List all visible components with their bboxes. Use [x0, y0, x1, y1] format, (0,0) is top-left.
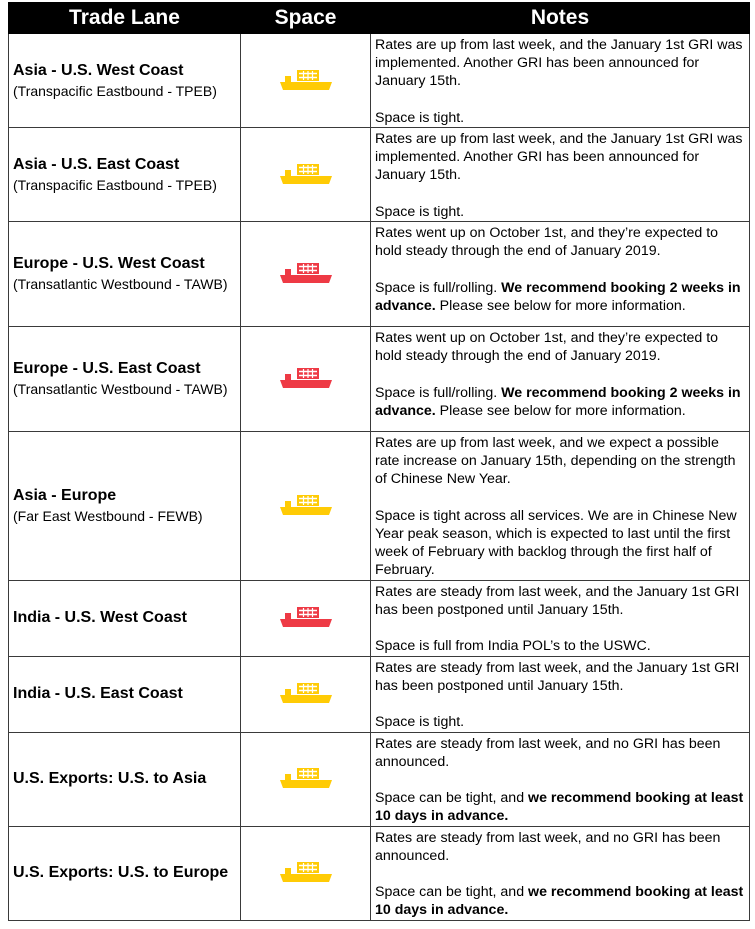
- trade-lane-cell: [9, 327, 241, 432]
- notes-cell: [371, 432, 750, 581]
- paragraph-gap: [375, 771, 745, 789]
- space-note: [375, 109, 745, 127]
- space-note: [375, 507, 745, 580]
- table-row: [9, 327, 750, 432]
- notes-cell: [371, 580, 750, 656]
- space-cell: [241, 826, 371, 920]
- notes-cell: [371, 327, 750, 432]
- trade-lane-name: Europe - U.S. East Coast: [13, 360, 201, 377]
- space-note: [375, 203, 745, 221]
- paragraph-gap: [375, 865, 745, 883]
- paragraph-gap: [375, 185, 745, 203]
- rate-note: Rates are steady from last week, and the January 1st GRI has been postponed until January 15th.: [375, 659, 740, 694]
- trade-lane-name: Asia - U.S. West Coast: [13, 61, 184, 79]
- cargo-ship-icon: [279, 70, 333, 92]
- paragraph-gap: [375, 91, 745, 109]
- space-note-tail: Please see below for more information.: [435, 297, 686, 314]
- header-row: [9, 3, 750, 34]
- table-row: [9, 128, 750, 222]
- paragraph-gap: [375, 365, 745, 383]
- space-cell: [241, 732, 371, 826]
- rate-note: Rates are up from last week, and the January 1st GRI was implemented. Another GRI has been announced for January 15th.: [375, 37, 743, 90]
- space-note: [375, 637, 745, 655]
- notes-cell: [371, 34, 750, 128]
- trade-lane-name: Asia - Europe: [13, 486, 117, 504]
- table-row: [9, 432, 750, 581]
- table-row: [9, 580, 750, 656]
- space-note-tail: Please see below for more information.: [435, 402, 686, 419]
- table-row: [9, 222, 750, 327]
- paragraph-gap: [375, 619, 745, 637]
- rate-note: Rates are steady from last week, and no GRI has been announced.: [375, 735, 721, 770]
- trade-lane-name: Asia - U.S. East Coast: [13, 155, 180, 173]
- notes-cell: [371, 732, 750, 826]
- space-cell: [241, 432, 371, 581]
- trade-lane-name: U.S. Exports: U.S. to Asia: [13, 770, 207, 788]
- rate-note: Rates are up from last week, and we expect a possible rate increase on January 15th, depending on the strength of Chinese New Year.: [375, 435, 736, 488]
- space-note-text: Space is tight across all services. We are in Chinese New Year peak season, which is expected to last until the first week of February with backlog through the first half of February.: [375, 507, 737, 579]
- booking-recommendation: We recommend booking 2 weeks in advance.: [375, 279, 741, 314]
- space-note-text: Space is tight.: [375, 714, 465, 731]
- space-cell: [241, 222, 371, 327]
- trade-lane-cell: [9, 732, 241, 826]
- cargo-ship-icon: [279, 607, 333, 629]
- trade-lane-subtitle: (Transatlantic Westbound - TAWB): [13, 276, 228, 292]
- table-row: [9, 34, 750, 128]
- space-note: [375, 384, 745, 420]
- space-note-text: Space can be tight, and: [375, 790, 529, 807]
- rate-note: Rates are up from last week, and the January 1st GRI was implemented. Another GRI has been announced for January 15th.: [375, 131, 743, 184]
- space-note: [375, 883, 745, 919]
- space-cell: [241, 128, 371, 222]
- trade-lane-cell: [9, 432, 241, 581]
- rate-note: Rates are steady from last week, and the January 1st GRI has been postponed until January 15th.: [375, 583, 740, 618]
- space-note: [375, 789, 745, 825]
- notes-cell: [371, 656, 750, 732]
- cargo-ship-icon: [279, 495, 333, 517]
- space-cell: [241, 656, 371, 732]
- space-note-text: Space can be tight, and: [375, 884, 529, 901]
- header-space: Space: [241, 3, 371, 34]
- space-note: [375, 279, 745, 315]
- cargo-ship-icon: [279, 683, 333, 705]
- table-row: [9, 732, 750, 826]
- header-trade-lane: Trade Lane: [9, 3, 241, 34]
- space-note-text: Space is full/rolling.: [375, 384, 502, 401]
- paragraph-gap: [375, 489, 745, 507]
- table-row: [9, 826, 750, 920]
- trade-lane-subtitle: (Transatlantic Westbound - TAWB): [13, 381, 228, 397]
- cargo-ship-icon: [279, 768, 333, 790]
- trade-lane-cell: [9, 656, 241, 732]
- trade-lane-cell: [9, 34, 241, 128]
- paragraph-gap: [375, 695, 745, 713]
- rate-note: Rates went up on October 1st, and they’re expected to hold steady through the end of January 2019.: [375, 330, 719, 365]
- trade-lane-subtitle: (Transpacific Eastbound - TPEB): [13, 176, 217, 193]
- trade-lane-name: Europe - U.S. West Coast: [13, 255, 205, 272]
- paragraph-gap: [375, 260, 745, 278]
- notes-cell: [371, 222, 750, 327]
- space-note-text: Space is tight.: [375, 109, 465, 126]
- table-row: [9, 656, 750, 732]
- notes-cell: [371, 128, 750, 222]
- cargo-ship-icon: [279, 263, 333, 285]
- space-note-text: Space is full from India POL’s to the USWC.: [375, 638, 651, 655]
- trade-lane-name: U.S. Exports: U.S. to Europe: [13, 864, 229, 882]
- header-notes: Notes: [371, 3, 750, 34]
- space-note-text: Space is tight.: [375, 203, 465, 220]
- trade-lane-cell: [9, 580, 241, 656]
- space-cell: [241, 327, 371, 432]
- trade-lane-subtitle: (Transpacific Eastbound - TPEB): [13, 82, 217, 99]
- trade-lane-name: India - U.S. East Coast: [13, 685, 183, 703]
- rate-note: Rates went up on October 1st, and they’re expected to hold steady through the end of January 2019.: [375, 225, 719, 260]
- trade-lane-cell: [9, 222, 241, 327]
- trade-lane-cell: [9, 128, 241, 222]
- booking-recommendation: we recommend booking at least 10 days in advance.: [375, 884, 744, 919]
- cargo-ship-icon: [279, 164, 333, 186]
- rate-note: Rates are steady from last week, and no GRI has been announced.: [375, 829, 721, 864]
- booking-recommendation: we recommend booking at least 10 days in advance.: [375, 790, 744, 825]
- booking-recommendation: We recommend booking 2 weeks in advance.: [375, 384, 741, 419]
- notes-cell: [371, 826, 750, 920]
- space-note-text: Space is full/rolling.: [375, 279, 502, 296]
- trade-lane-name: India - U.S. West Coast: [13, 609, 187, 627]
- cargo-ship-icon: [279, 368, 333, 390]
- cargo-ship-icon: [279, 862, 333, 884]
- space-cell: [241, 580, 371, 656]
- freight-update-table: [8, 2, 750, 921]
- space-note: [375, 713, 745, 731]
- trade-lane-subtitle: (Far East Westbound - FEWB): [13, 507, 203, 524]
- trade-lane-cell: [9, 826, 241, 920]
- space-cell: [241, 34, 371, 128]
